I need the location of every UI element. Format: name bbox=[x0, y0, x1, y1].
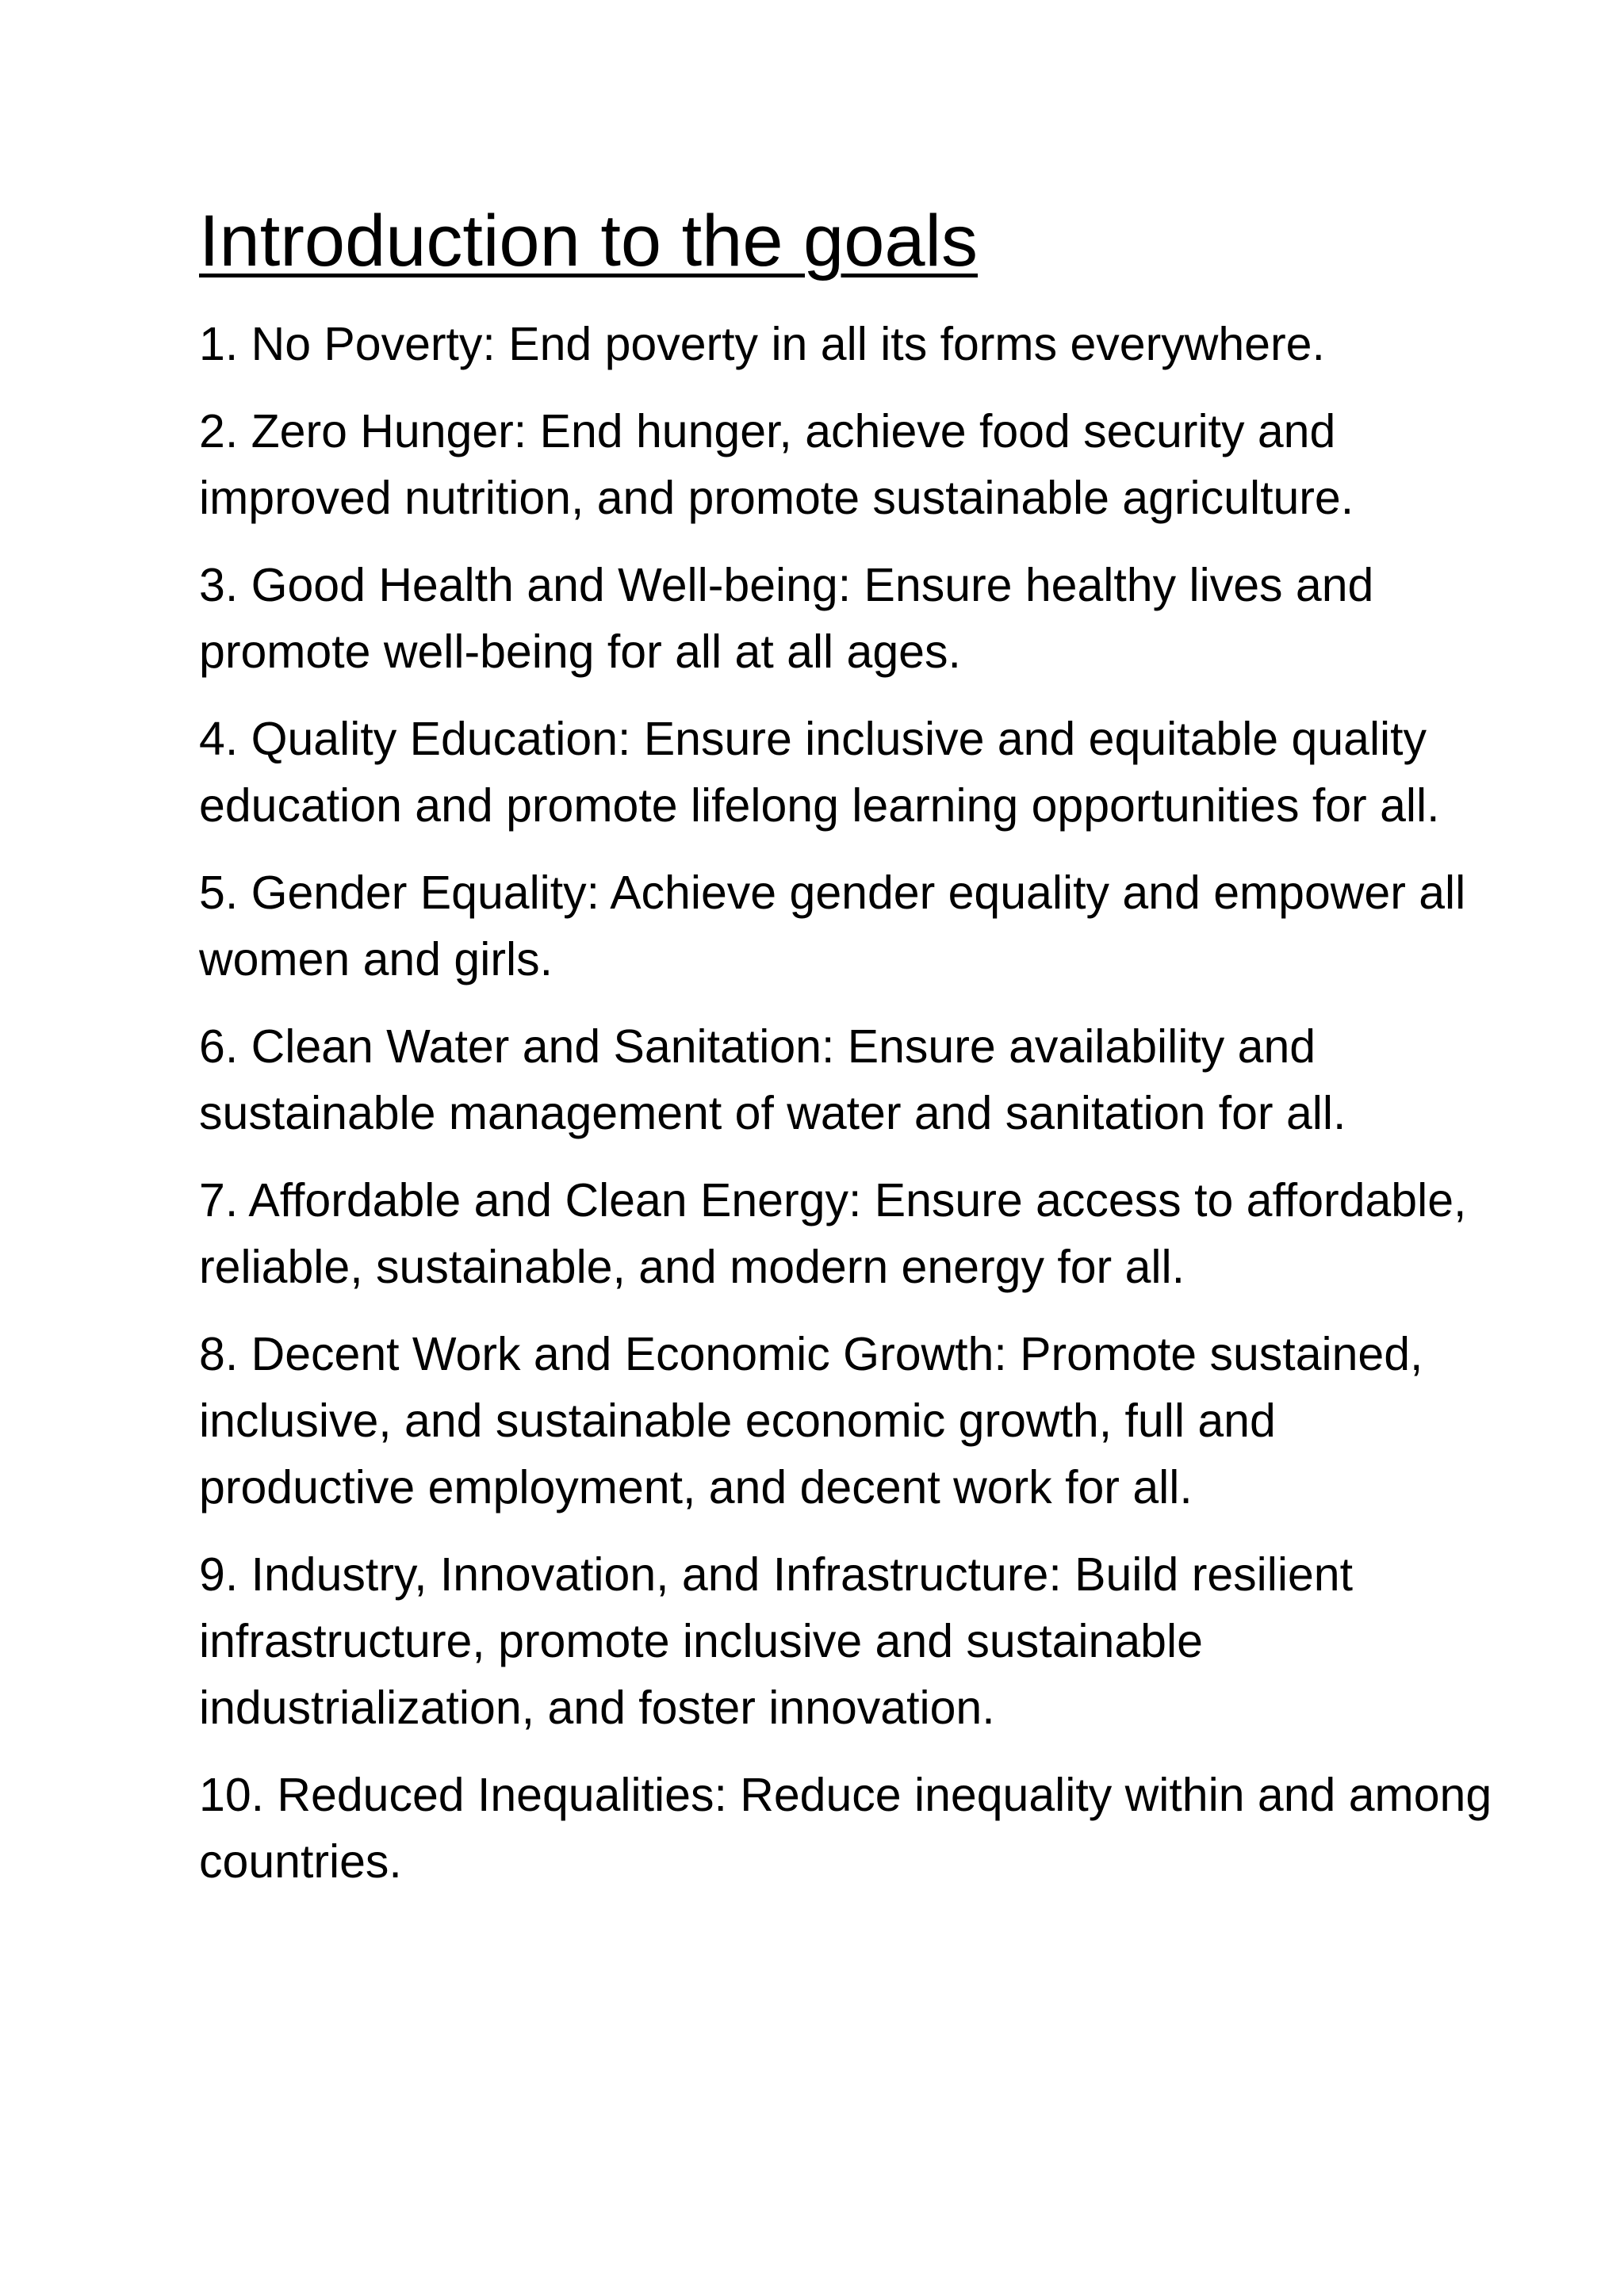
goal-item-6: 6. Clean Water and Sanitation: Ensure availability and sustainable management of water and sanitation for all. bbox=[199, 1020, 1346, 1139]
goal-item-3: 3. Good Health and Well-being: Ensure healthy lives and promote well-being for all at all ages. bbox=[199, 559, 1374, 678]
goal-item-1: 1. No Poverty: End poverty in all its forms everywhere. bbox=[199, 318, 1325, 370]
goal-item-5: 5. Gender Equality: Achieve gender equality and empower all women and girls. bbox=[199, 867, 1466, 985]
goal-item-4: 4. Quality Education: Ensure inclusive and equitable quality education and promote lifelong learning opportunities for all. bbox=[199, 713, 1440, 832]
goal-item-8: 8. Decent Work and Economic Growth: Promote sustained, inclusive, and sustainable economic growth, full and productive employment, and decent work for all. bbox=[199, 1328, 1423, 1513]
goal-item-10: 10. Reduced Inequalities: Reduce inequality within and among countries. bbox=[199, 1769, 1492, 1888]
goal-item-2: 2. Zero Hunger: End hunger, achieve food security and improved nutrition, and promote sustainable agriculture. bbox=[199, 405, 1354, 524]
page-title: Introduction to the goals bbox=[199, 201, 978, 281]
document-page bbox=[199, 0, 1500, 2296]
goal-item-9: 9. Industry, Innovation, and Infrastructure: Build resilient infrastructure, promote inclusive and sustainable industrialization, and foster innovation. bbox=[199, 1548, 1354, 1734]
goals-list bbox=[199, 311, 1500, 1915]
goal-item-7: 7. Affordable and Clean Energy: Ensure access to affordable, reliable, sustainable, and modern energy for all. bbox=[199, 1174, 1467, 1293]
